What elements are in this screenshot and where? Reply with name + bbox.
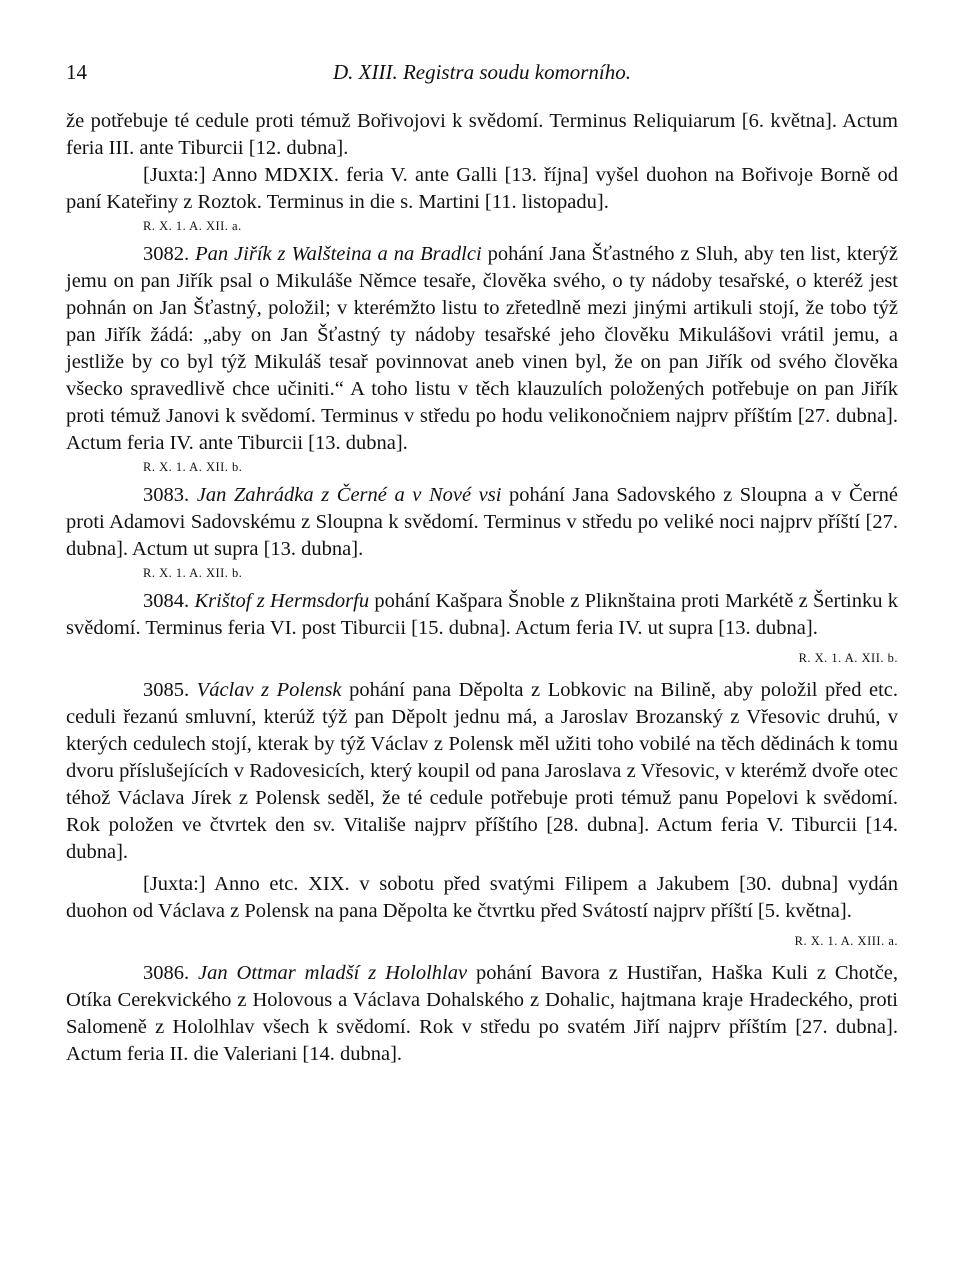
page-body [66,108,898,1068]
entry-number: 3086. [143,962,190,984]
entry-3084 [66,588,898,672]
entry-3085 [66,677,898,866]
entry-text: pohání Kašpara Šnoble z Pliknštaina proti Markétě z Šertinku k svědomí. Terminus feria VI. post Tiburcii [15. dubna]. Actum feria IV. ut supra [13. dubna]. [66,590,899,639]
entry-text: pohání Jana Sadovského z Sloupna a v Černé proti Adamovi Sadovskému z Sloupna k svědomí. Terminus v středu po veliké noci najprv příští [27. dubna]. Actum ut supra [13. dubna]. [66,484,899,560]
running-title: D. XIII. Registra soudu komorního. [332,60,632,84]
entry-number: 3085. [143,679,190,701]
continued-paragraph: že potřebuje té cedule proti témuž Bořivojovi k svědomí. Terminus Reliquiarum [6. května]. Actum feria III. ante Tiburcii [12. dubna]. [66,110,898,159]
entry-text: pohání pana Děpolta z Lobkovic na Bilině, aby položil před etc. ceduli řezanú smluvní, kterúž týž pan Děpolt jednu má, a Jaroslav Brozanský z Vřesovic druhú, v kterých cedulech stojí, kterak by týž Václav z Polensk měl užiti toho vobilé na těch dědinách k tomu dvoru příslušejících v Radovesicích, který koupil od pana Jaroslava z Vřesovic, v kterémž dvoře otec téhož Václava Jírek z Polensk seděl, že té cedule potřebuje proti témuž panu Popelovi k svědomí. Rok položen ve čtvrtek den sv. Vitališe najprv příštího [28. dubna]. Actum feria V. Tiburcii [14. dubna]. [66,679,899,863]
juxta-paragraph [66,871,898,955]
entry-3082 [66,241,898,457]
entry-3086 [66,960,898,1068]
juxta-text: [Juxta:] Anno etc. XIX. v sobotu před svatými Filipem a Jakubem [30. dubna] vydán duohon od Václava z Polensk na pana Děpolta ke čtvrtku před Svátostí najprv příští [5. května]. [66,873,898,922]
page-number: 14 [66,60,87,84]
entry-party: Václav z Polensk [196,679,342,701]
entry-3083 [66,482,898,563]
archive-signature: R. X. 1. A. XII. b. [798,651,898,665]
archive-signature: R. X. 1. A. XII. a. [143,219,242,233]
entry-text: pohání Bavora z Hustiřan, Haška Kuli z Chotče, Otíka Cerekvického z Holovous a Václava Dohalského z Dohalic, hajtmana kraje Hradeckého, proti Salomeně z Hololhlav všech k svědomí. Rok v středu po svatém Jiří najprv příštím [27. dubna]. Actum feria II. die Valeriani [14. dubna]. [66,962,899,1065]
archive-signature: R. X. 1. A. XIII. a. [794,934,898,948]
entry-number: 3083. [143,484,190,506]
archive-signature: R. X. 1. A. XII. b. [143,460,243,474]
archive-signature: R. X. 1. A. XII. b. [143,566,243,580]
entry-party: Pan Jiřík z Walšteina a na Bradlci [195,243,482,265]
entry-party: Krištof z Hermsdorfu [194,590,370,612]
entry-text: pohání Jana Šťastného z Sluh, aby ten list, kterýž jemu on pan Jiřík psal o Mikuláše Němce tesaře, člověka svého, o ty nádoby tesařské, o kteréž jest pohnán on Jan Šťastný, položil; v kterémžto listu to zřetedlně mezi jinými artikuli stojí, že tobo týž pan Jiřík žádá: „aby on Jan Šťastný ty nádoby tesařské jeho člověku Mikulášovi vrátil jemu, a jestliže by co byl týž Mikuláš tesař povinnovat aneb vinen byl, že on pan Jiřík od svého člověka všecko spravedlivě chce učiniti.“ A toho listu v těch klauzulích položených potřebuje on pan Jiřík proti témuž Janovi k svědomí. Terminus v středu po hodu velikonočniem najprv příštím [27. dubna]. Actum feria IV. ante Tiburcii [13. dubna]. [66,243,899,454]
entry-number: 3084. [143,590,190,612]
page-header [66,60,898,88]
entry-party: Jan Ottmar mladší z Hololhlav [198,962,468,984]
juxta-paragraph: [Juxta:] Anno MDXIX. feria V. ante Galli [13. října] vyšel duohon na Bořivoje Borně od paní Kateřiny z Roztok. Terminus in die s. Martini [11. listopadu]. [66,164,898,213]
entry-number: 3082. [143,243,190,265]
entry-party: Jan Zahrádka z Černé a v Nové vsi [196,484,502,506]
